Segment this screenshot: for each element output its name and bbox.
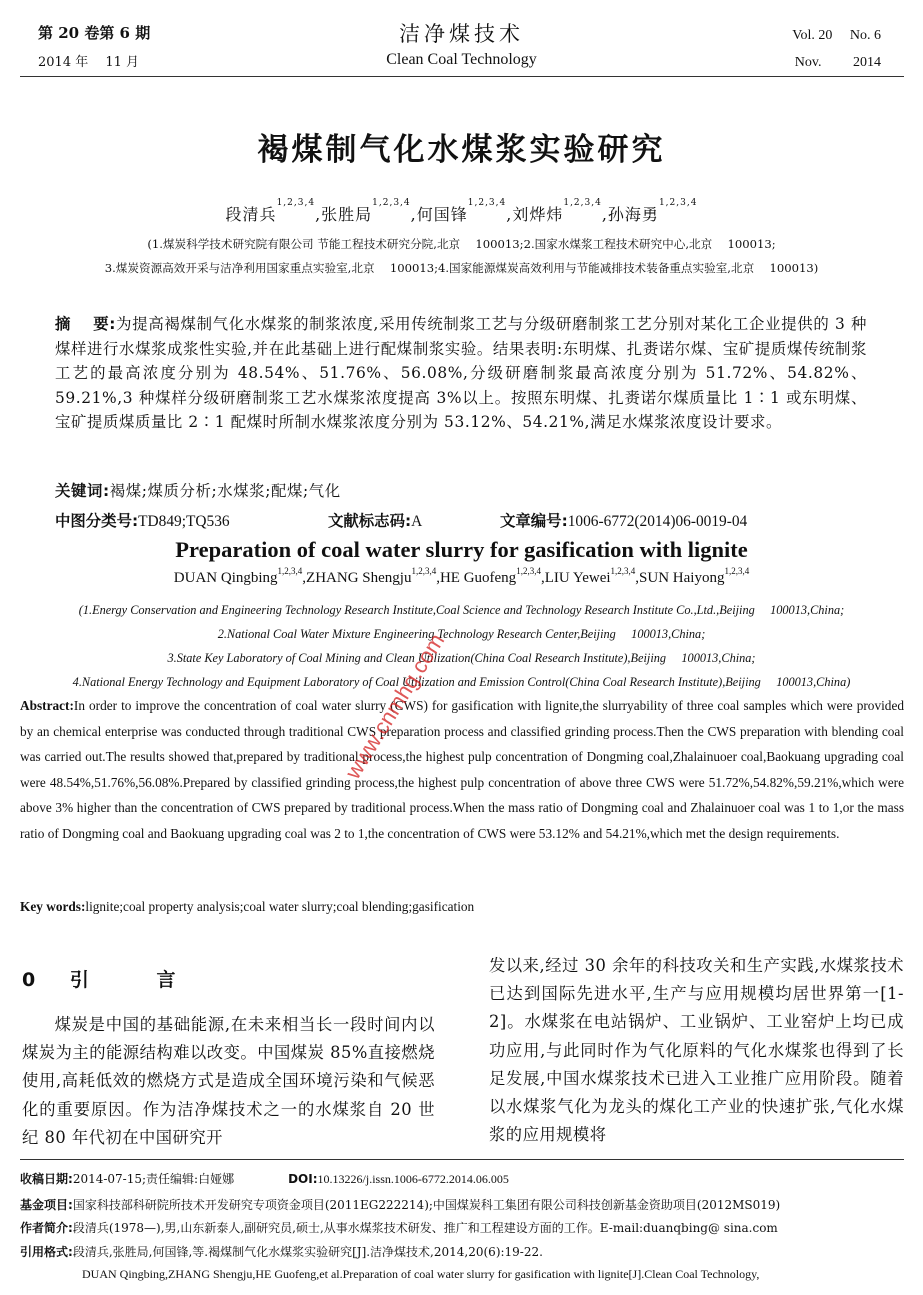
clc-number: 中图分类号:TD849;TQ536 (55, 512, 230, 530)
journal-name-cn: 洁净煤技术 (399, 22, 524, 46)
keywords-en (20, 899, 904, 915)
affiliation-en-4: 4.National Energy Technology and Equipment Laboratory of Coal Utilization and Emission Control(China Coal Research Institute),Beijing 100013,China) (72, 675, 851, 689)
authors-cn (0, 198, 923, 225)
article-number: 文章编号:1006-6772(2014)06-0019-04 (500, 512, 748, 530)
journal-volume-en: Vol. 20 No. 6 (792, 28, 881, 43)
abstract-en-text: In order to improve the concentration of coal water slurry (CWS) for gasification with lignite,the slurryability of three coal samples which were provided by an chemical enterprise was conducted through traditional CWS preparation process and classified grinding process.Then the CWS preparation with blending coal was carried out.The results showed that,prepared by traditional process,the highest pulp concentration of Dongming coal,Zhalainuoer coal,Baokuang upgrading coal were 48.54%,51.76%,56.08%.Prepared by classified grinding process,the highest pulp concentration of above three CWS were 51.72%,54.82%,59.21%,which were above 3% higher than the concentration of CWS prepared by traditional process.When the mass ratio of Dongming coal and Zhalainuoer coal was 1 to 1,or the mass ratio of Dongming coal and Baokuang upgrading coal was 2 to 1,the concentration of CWS were 53.12% and 54.21%,which met the design requirements. (20, 698, 904, 841)
footnote-citation: 引用格式:段清兵,张胜局,何国锋,等.褐煤制气化水煤浆实验研究[J].洁净煤技术,2014,20(6):19-22. (20, 1245, 543, 1259)
section-heading-introduction: 0 引 言 (22, 969, 190, 991)
abstract-cn-text: 为提高褐煤制气化水煤浆的制浆浓度,采用传统制浆工艺与分级研磨制浆工艺分别对某化工企业提供的 3 种煤样进行水煤浆成浆性实验,并在此基础上进行配煤制浆实验。结果表明:东明煤、扎赉诺尔煤、宝矿提质煤传统制浆工艺的最高浓度分别为 48.54%、51.76%、56.08%,分级研磨制浆最高浓度分别为 51.72%、54.82%、59.21%,3 种煤样分级研磨制浆工艺水煤浆浓度提高 3%以上。按照东明煤、扎赉诺尔煤质量比 1∶1 或东明煤、宝矿提质煤质量比 2∶1 配煤时所制水煤浆浓度分别为 53.12%、54.21%,满足水煤浆浓度设计要求。 (55, 315, 867, 431)
author-en: DUAN Qingbing$^{1,2,3,4}$,ZHANG Shengju$^{1,2,3,4}$,HE Guofeng$^{1,2,3,4}$,LIU Yewei$^{1,2,3,4}$,SUN Haiyong$^{1,2,3,4}$ (173, 566, 750, 586)
affiliation-cn-line2: 3.煤炭资源高效开采与洁净利用国家重点实验室,北京 100013;4.国家能源煤炭高效利用与节能减排技术装备重点实验室,北京 100013) (104, 261, 819, 275)
watermark: www.cnmhg.com (340, 628, 450, 784)
affiliation-en-2: 2.National Coal Water Mixture Engineering Technology Research Center,Beijing 100013,China; (217, 627, 706, 641)
abstract-cn-label: 摘 要: (55, 315, 117, 333)
document-code: 文献标志码:A (328, 512, 423, 530)
body-column-right: 发以来,经过 30 余年的科技攻关和生产实践,水煤浆技术已达到国际先进水平,生产与应用规模均居世界第一[1-2]。水煤浆在电站锅炉、工业锅炉、工业窑炉上均已成功应用,与此同时作为气化原料的气化水煤浆也得到了长足发展,中国水煤浆技术已进入工业推广应用阶段。随着以水煤浆气化为龙头的煤化工产业的快速扩张,气化水煤浆的应用规模将 (489, 956, 904, 1145)
body-column-left: 煤炭是中国的基础能源,在未来相当长一段时间内以煤炭为主的能源结构难以改变。中国煤炭 85%直接燃烧使用,高耗低效的燃烧方式是造成全国环境污染和气候恶化的重要原因。作为洁净煤技术之一的水煤浆自 20 世纪 80 年代初在中国研究开 (22, 1015, 435, 1147)
footnote-received: 收稿日期:2014-07-15;责任编辑:白娅娜 DOI:10.13226/j.issn.1006-6772.2014.06.005 (20, 1172, 509, 1186)
footnote-rule (20, 1159, 904, 1160)
header-rule (20, 76, 904, 77)
journal-volume-issue: 第 20 卷第 6 期 (38, 24, 151, 42)
affiliation-en-3: 3.State Key Laboratory of Coal Mining and Clean Utilization(China Coal Research Institute),Beijing 100013,China; (167, 651, 756, 665)
journal-name-en: Clean Coal Technology (386, 51, 537, 68)
abstract-cn (55, 312, 867, 435)
keywords-cn-text: 褐煤;煤质分析;水煤浆;配煤;气化 (109, 482, 341, 500)
keywords-cn-label: 关键词: (55, 482, 110, 500)
journal-date-cn: 2014 年 11 月 (38, 55, 140, 70)
keywords-cn (55, 479, 867, 504)
paper-title-en: Preparation of coal water slurry for gasification with lignite (175, 537, 748, 562)
abstract-en (20, 693, 904, 847)
journal-date-en: Nov. 2014 (794, 55, 881, 70)
footnote-citation-en: DUAN Qingbing,ZHANG Shengju,HE Guofeng,et al.Preparation of coal water slurry for gasification with lignite[J].Clean Coal Technology, (82, 1267, 760, 1281)
paper-title-cn: 褐煤制气化水煤浆实验研究 (257, 132, 666, 168)
affiliation-cn-line1: (1.煤炭科学技术研究院有限公司 节能工程技术研究分院,北京 100013;2.国家水煤浆工程技术研究中心,北京 100013; (147, 237, 776, 251)
keywords-en-label: Key words: (20, 899, 86, 914)
footnote-author-bio: 作者简介:段清兵(1978—),男,山东新泰人,副研究员,硕士,从事水煤浆技术研发、推广和工程建设方面的工作。E-mail:duanqbing@ sina.com (20, 1221, 778, 1235)
affiliation-en-1: (1.Energy Conservation and Engineering Technology Research Institute,Coal Science and Technology Research Institute Co.,Ltd.,Beijing 100013,China; (78, 603, 845, 617)
footnote-fund: 基金项目:国家科技部科研院所技术开发研究专项资金项目(2011EG222214);中国煤炭科工集团有限公司科技创新基金资助项目(2012MS019) (20, 1198, 781, 1212)
abstract-en-label: Abstract: (20, 698, 74, 713)
keywords-en-text: lignite;coal property analysis;coal water slurry;coal blending;gasification (85, 899, 475, 914)
author-cn: 段清兵$^{1,2,3,4}$,张胜局$^{1,2,3,4}$,何国锋$^{1,2,3,4}$,刘烨炜$^{1,2,3,4}$,孙海勇$^{1,2,3,4}$ (225, 198, 698, 224)
